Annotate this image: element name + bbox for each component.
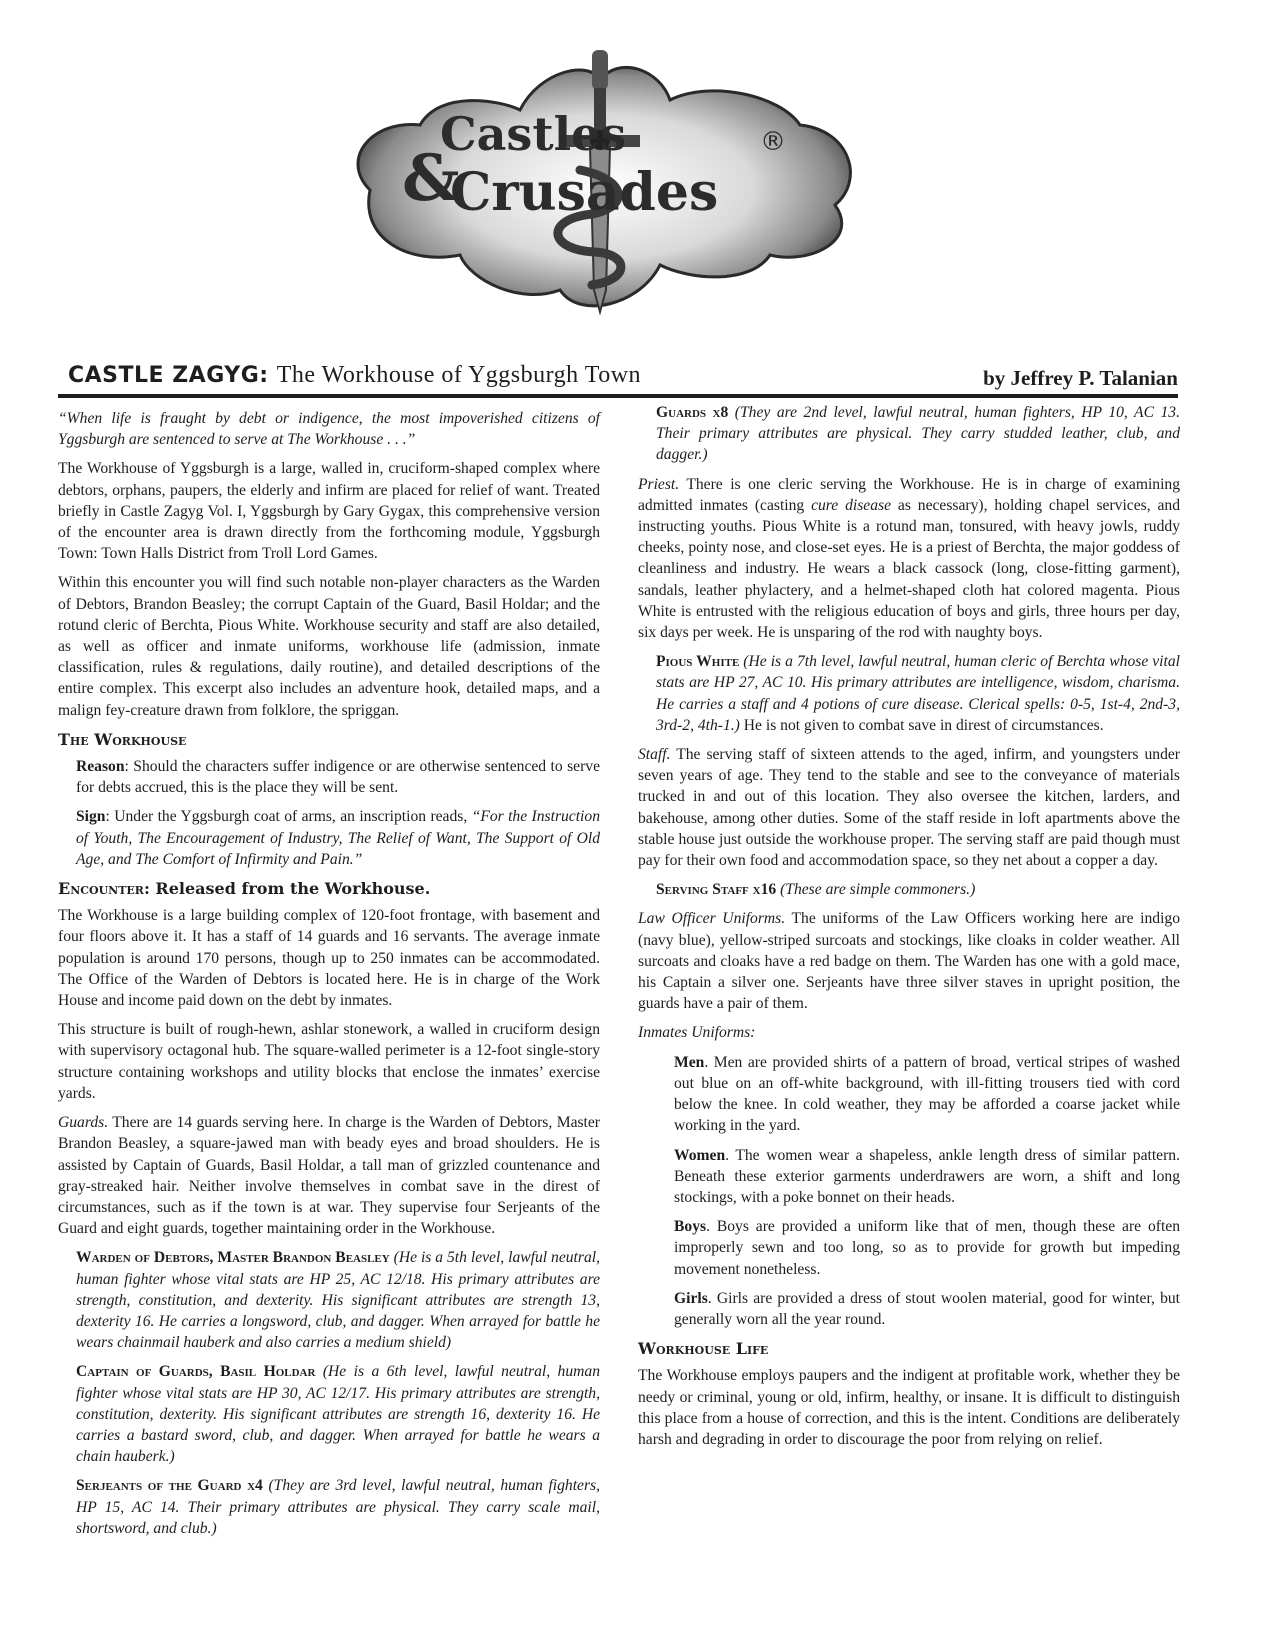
logo-ampersand: & (402, 141, 460, 216)
author-byline: by Jeffrey P. Talanian (983, 366, 1178, 390)
statblock-serjeants-head: Serjeants of the Guard x4 (76, 1477, 263, 1495)
encounter-paragraph-2: This structure is built of rough-hewn, ashlar stonework, a walled in cruciform design with supervisory octagonal hub. The square-walled perimeter is a 12-foot single-story structure containing workshops and utility blocks that enclose the inmates’ exercise yards. (58, 1021, 600, 1102)
intro-paragraph-1: The Workhouse of Yggsburgh is a large, walled in, cruciform-shaped complex where debtors, orphans, paupers, the elderly and infirm are placed for relief of want. Treated briefly in Castle Zagyg Vol. I, Yggsburgh by Gary Gygax, this comprehensive version of the encounter area is drawn directly from the forthcoming module, Yggsburgh Town: Town Halls District from Troll Lord Games. (58, 460, 600, 563)
guards-text: There are 14 guards serving here. In charge is the Warden of Debtors, Master Brandon Beasley, a square-jawed man with beady eyes and broad shoulders. He is assisted by Captain of Guards, Basil Holdar, a tall man of grizzled countenance and gray-streaked hair. Neither involve themselves in combat save in the direst of circumstances, such as if the town is at war. They supervise four Serjeants of the Guard and eight guards, together maintaining order in the Workhouse. (58, 1114, 600, 1238)
inmates-uniforms-label (638, 1022, 1180, 1043)
law-uniforms-text: The uniforms of the Law Officers working here are indigo (navy blue), yellow-striped surcoats and stockings, like cloaks in colder weather. All surcoats and cloaks have a red badge on them. The Warden has one with a gold mace, his Captain a silver one. Serjeants have three silver staves in upright position, the guards have a pair of them. (638, 910, 1181, 1013)
heading-encounter (58, 878, 600, 899)
women-paragraph (674, 1145, 1180, 1209)
statblock-captain-text: (He is a 6th level, lawful neutral, human fighter whose vital stats are HP 30, AC 12/17. His primary attributes are strength, constitution, dexterity. His significant attributes are strength 16, dexterity 16. He carries a bastard sword, club, and dagger. When arrayed for battle he wears a chain hauberk.) (76, 1363, 600, 1466)
guards-label: Guards. (58, 1114, 109, 1132)
castles-crusades-logo (330, 40, 870, 330)
right-column (638, 402, 1180, 1458)
staff-text: The serving staff of sixteen attends to the aged, infirm, and youngsters under seven years of age. They tend to the stable and see to the conveyance of materials trucked in and out of this location. They also oversee the kitchen, larders, and bakehouse, among other duties. Some of the staff reside in loft apartments above the stable house just outside the workhouse proper. The serving staff are paid though must pay for their own food and accommodation space, so they net about a copper a day. (638, 746, 1180, 870)
reason-text: : Should the characters suffer indigence or are otherwise sentenced to serve for debts accrued, this is the place they will be sent. (76, 758, 600, 797)
logo-line1-text: Castles (440, 107, 627, 161)
men-paragraph (674, 1052, 1180, 1137)
intro-paragraph-2: Within this encounter you will find such notable non-player characters as the Warden of Debtors, Brandon Beasley; the corrupt Captain of the Guard, Basil Holdar; and the rotund cleric of Berchta, Pious White. Workhouse security and staff are also detailed, as well as officer and inmate uniforms, workhouse life (admission, inmate classification, rules & regulations, daily routine), and detailed descriptions of the entire complex. This excerpt also includes an adventure hook, detailed maps, and a malign fey-creature drawn from folklore, the spriggan. (58, 574, 600, 719)
statblock-pious-head: Pious White (656, 653, 740, 671)
women-label: Women (674, 1146, 726, 1164)
law-uniforms-label: Law Officer Uniforms. (638, 910, 786, 928)
men-text: . Men are provided shirts of a pattern of broad, vertical stripes of washed out blue on an off-white background, with ill-fitting trousers tied with cord below the knee. In cold weather, they may be afforded a coarse jacket while working in the yard. (674, 1053, 1180, 1135)
priest-text-b: as necessary), holding chapel services, and instructing youths. Pious White is a rotund man, tonsured, with heavy jowls, ruddy cheeks, pointy nose, and close-set eyes. He is a priest of Berchta, the major goddess of cleanliness and industry. He wears a black cassock (long, close-fitting garment), sandals, leather phylactery, and a helmet-shaped cloth hat colored magenta. Pious White is entrusted with the religious education of boys and girls, three hours per day, six days per week. He is unsparing of the rod with naughty boys. (638, 496, 1180, 642)
staff-label: Staff. (638, 746, 671, 764)
girls-paragraph (674, 1288, 1180, 1330)
statblock-serjeants (76, 1475, 600, 1539)
statblock-guards (656, 402, 1180, 466)
statblock-warden-head: Warden of Debtors, Master Brandon Beasley (76, 1249, 390, 1267)
heading-workhouse-life: Workhouse Life (638, 1339, 769, 1359)
girls-label: Girls (674, 1289, 708, 1307)
logo-line2: Crusades (450, 162, 719, 223)
staff-paragraph (638, 744, 1180, 871)
sign-quote: “For the Instruction of Youth, The Encouragement of Industry, The Relief of Want, The Support of Old Age, and The Comfort of Infirmity and Pain.” (76, 808, 600, 868)
statblock-warden (76, 1247, 600, 1353)
men-label: Men (674, 1053, 705, 1071)
page-title (68, 362, 641, 389)
statblock-serjeants-text: (They are 3rd level, lawful neutral, human fighters, HP 15, AC 14. Their primary attributes are physical. They carry scale mail, shortsword, and club.) (76, 1477, 600, 1537)
statblock-serving-staff (656, 879, 1180, 900)
registered-mark: ® (760, 127, 786, 157)
encounter-label: Encounter: (58, 879, 150, 899)
statblock-captain-head: Captain of Guards, Basil Holdar (76, 1363, 316, 1381)
title-sub (277, 362, 641, 388)
title-bar (58, 362, 1178, 396)
heading-the-workhouse: The Workhouse (58, 729, 187, 749)
intro-quote: “When life is fraught by debt or indigence, the most impoverished citizens of Yggsburgh are sentenced to serve at The Workhouse . . .” (58, 410, 600, 449)
statblock-warden-text: (He is a 5th level, lawful neutral, human fighter whose vital stats are HP 25, AC 12/18. His primary attributes are strength, constitution, and dexterity. His significant attributes are strength 13, dexterity 16. He carries a longsword, club, and dagger. When arrayed for battle he wears chainmail hauberk and also carries a medium shield) (76, 1249, 600, 1352)
statblock-pious-tail: He is not given to combat save in direst of circumstances. (739, 716, 1104, 734)
law-uniforms-paragraph (638, 908, 1180, 1014)
sign-label: Sign (76, 808, 106, 826)
sign-paragraph (76, 806, 600, 870)
priest-spell: cure disease (811, 496, 892, 514)
reason-label: Reason (76, 758, 125, 776)
priest-paragraph (638, 474, 1180, 644)
encounter-title: Released from the Workhouse. (149, 879, 431, 899)
priest-text-a: There is one cleric serving the Workhouse. He is in charge of examining admitted inmates (casting (638, 475, 1180, 514)
priest-label: Priest. (638, 475, 680, 493)
women-text: . The women wear a shapeless, ankle length dress of similar pattern. Beneath these exterior garments underdrawers are worn, a shift and long stockings, with a poke bonnet on their heads. (674, 1146, 1180, 1206)
sign-text: : Under the Yggsburgh coat of arms, an inscription reads, (105, 808, 472, 826)
boys-text: . Boys are provided a uniform like that of men, though these are often improperly sewn and too long, so as to provide for growth but impeding movement nonetheless. (674, 1218, 1180, 1278)
inmates-uniforms-label-text: Inmates Uniforms: (638, 1024, 756, 1042)
statblock-guards-text: (They are 2nd level, lawful neutral, human fighters, HP 10, AC 13. Their primary attributes are physical. They carry studded leather, club, and dagger.) (656, 404, 1180, 464)
boys-paragraph (674, 1216, 1180, 1280)
statblock-serving-head: Serving Staff x16 (656, 881, 777, 899)
guards-paragraph (58, 1112, 600, 1239)
title-divider (58, 394, 1178, 398)
statblock-captain (76, 1361, 600, 1467)
statblock-pious-white (656, 651, 1180, 736)
girls-text: . Girls are provided a dress of stout woolen material, good for winter, but generally worn all the year round. (674, 1289, 1180, 1328)
statblock-guards-head: Guards x8 (656, 404, 729, 421)
reason-paragraph (76, 756, 600, 798)
logo-line1 (440, 107, 626, 161)
boys-label: Boys (674, 1218, 707, 1236)
title-sub-text: The Workhouse of Yggsburgh Town (276, 362, 642, 388)
workhouse-life-paragraph: The Workhouse employs paupers and the indigent at profitable work, whether they be needy or criminal, young or old, infirm, healthy, or insane. It is difficult to distinguish this place from a house of correction, and this is the intent. Conditions are deliberately harsh and degrading in order to discourage the poor from relying on relief. (638, 1367, 1180, 1448)
statblock-serving-text: (These are simple commoners.) (776, 881, 976, 899)
title-main: CASTLE ZAGYG: (68, 363, 269, 388)
encounter-paragraph-1: The Workhouse is a large building complex of 120-foot frontage, with basement and four floors above it. It has a staff of 14 guards and 16 servants. The average inmate population is around 170 persons, though up to 250 inmates can be accommodated. The Office of the Warden of Debtors is located here. He is in charge of the Work House and income paid down on the debt by inmates. (58, 907, 600, 1010)
left-column (58, 408, 600, 1547)
statblock-pious-text: (He is a 7th level, lawful neutral, human cleric of Berchta whose vital stats are HP 27, AC 10. His primary attributes are intelligence, wisdom, charisma. He carries a staff and 4 potions of cure disease. Clerical spells: 0-5, 1st-4, 2nd-3, 3rd-2, 4th-1.) (656, 653, 1180, 734)
